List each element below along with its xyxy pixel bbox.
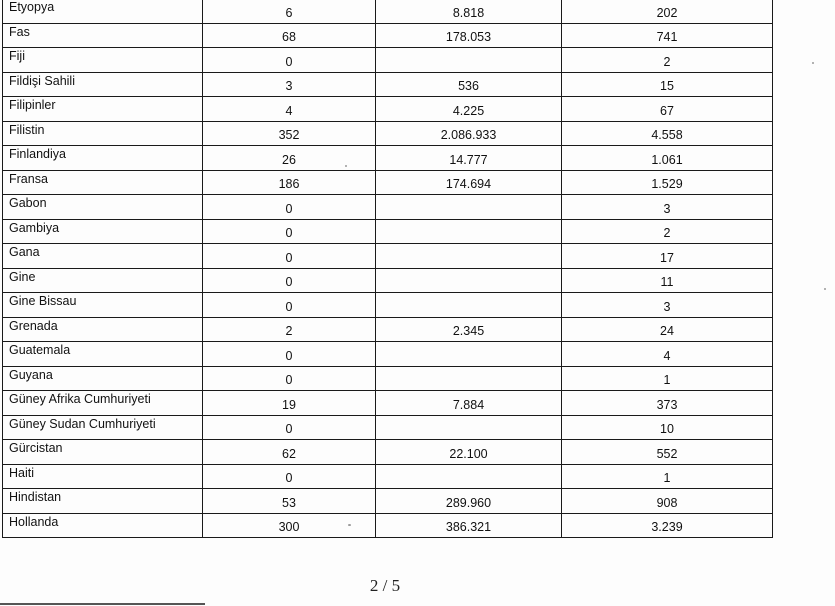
value-cell-3: 4.558	[562, 121, 773, 146]
value-cell-2: 386.321	[376, 513, 562, 538]
table-row	[3, 415, 773, 440]
country-cell: Fiji	[3, 48, 203, 73]
country-cell: Fransa	[3, 170, 203, 195]
value-cell-1: 4	[203, 97, 376, 122]
footer-divider	[0, 603, 205, 605]
value-cell-3: 373	[562, 391, 773, 416]
value-cell-2: 7.884	[376, 391, 562, 416]
value-cell-3: 202	[562, 0, 773, 23]
value-cell-3: 17	[562, 244, 773, 269]
value-cell-3: 1.529	[562, 170, 773, 195]
value-cell-2	[376, 268, 562, 293]
value-cell-2: 289.960	[376, 489, 562, 514]
value-cell-1: 0	[203, 342, 376, 367]
table-row	[3, 366, 773, 391]
country-cell: Güney Sudan Cumhuriyeti	[3, 415, 203, 440]
value-cell-3: 1	[562, 366, 773, 391]
country-cell: Filipinler	[3, 97, 203, 122]
country-cell: Gana	[3, 244, 203, 269]
value-cell-2: 14.777	[376, 146, 562, 171]
value-cell-1: 2	[203, 317, 376, 342]
country-cell: Güney Afrika Cumhuriyeti	[3, 391, 203, 416]
value-cell-2: 2.086.933	[376, 121, 562, 146]
table-row	[3, 23, 773, 48]
country-cell: Finlandiya	[3, 146, 203, 171]
country-cell: Filistin	[3, 121, 203, 146]
table-row	[3, 489, 773, 514]
scan-speck	[812, 62, 814, 64]
country-cell: Fas	[3, 23, 203, 48]
value-cell-2: 174.694	[376, 170, 562, 195]
value-cell-2: 2.345	[376, 317, 562, 342]
table-row	[3, 513, 773, 538]
country-cell: Grenada	[3, 317, 203, 342]
table-row	[3, 97, 773, 122]
value-cell-1: 26	[203, 146, 376, 171]
country-cell: Gürcistan	[3, 440, 203, 465]
value-cell-2	[376, 293, 562, 318]
country-cell: Hindistan	[3, 489, 203, 514]
table-row	[3, 244, 773, 269]
table-row	[3, 48, 773, 73]
country-cell: Hollanda	[3, 513, 203, 538]
value-cell-1: 53	[203, 489, 376, 514]
value-cell-3: 4	[562, 342, 773, 367]
value-cell-1: 3	[203, 72, 376, 97]
value-cell-3: 15	[562, 72, 773, 97]
table-row	[3, 146, 773, 171]
value-cell-2: 8.818	[376, 0, 562, 23]
value-cell-2	[376, 464, 562, 489]
value-cell-2: 22.100	[376, 440, 562, 465]
value-cell-1: 62	[203, 440, 376, 465]
country-cell: Guyana	[3, 366, 203, 391]
value-cell-3: 3.239	[562, 513, 773, 538]
table-row	[3, 317, 773, 342]
value-cell-3: 1	[562, 464, 773, 489]
country-cell: Guatemala	[3, 342, 203, 367]
value-cell-3: 3	[562, 293, 773, 318]
value-cell-2	[376, 244, 562, 269]
value-cell-1: 300	[203, 513, 376, 538]
value-cell-1: 0	[203, 48, 376, 73]
value-cell-3: 1.061	[562, 146, 773, 171]
value-cell-2: 178.053	[376, 23, 562, 48]
value-cell-1: 68	[203, 23, 376, 48]
table-row	[3, 464, 773, 489]
country-cell: Etyopya	[3, 0, 203, 23]
value-cell-1: 0	[203, 244, 376, 269]
country-cell: Gine Bissau	[3, 293, 203, 318]
value-cell-1: 6	[203, 0, 376, 23]
value-cell-2	[376, 366, 562, 391]
value-cell-1: 19	[203, 391, 376, 416]
country-cell: Gambiya	[3, 219, 203, 244]
scan-speck	[348, 524, 351, 526]
value-cell-2	[376, 195, 562, 220]
value-cell-3: 67	[562, 97, 773, 122]
table-row	[3, 121, 773, 146]
table-row	[3, 440, 773, 465]
country-cell: Gabon	[3, 195, 203, 220]
table-row	[3, 170, 773, 195]
value-cell-1: 352	[203, 121, 376, 146]
page-number: 2 / 5	[369, 576, 401, 595]
scan-speck	[345, 165, 347, 167]
value-cell-1: 0	[203, 268, 376, 293]
table-row	[3, 0, 773, 23]
value-cell-3: 741	[562, 23, 773, 48]
value-cell-3: 2	[562, 48, 773, 73]
value-cell-1: 0	[203, 415, 376, 440]
value-cell-1: 0	[203, 219, 376, 244]
country-statistics-table	[2, 0, 773, 538]
table-row	[3, 72, 773, 97]
table-row	[3, 268, 773, 293]
value-cell-2	[376, 415, 562, 440]
scan-speck	[824, 288, 826, 290]
table-row	[3, 195, 773, 220]
value-cell-3: 10	[562, 415, 773, 440]
value-cell-2: 4.225	[376, 97, 562, 122]
value-cell-1: 0	[203, 195, 376, 220]
table-row	[3, 293, 773, 318]
value-cell-3: 552	[562, 440, 773, 465]
value-cell-3: 11	[562, 268, 773, 293]
value-cell-2	[376, 48, 562, 73]
value-cell-3: 3	[562, 195, 773, 220]
table-row	[3, 391, 773, 416]
country-cell: Gine	[3, 268, 203, 293]
value-cell-1: 0	[203, 464, 376, 489]
value-cell-1: 0	[203, 293, 376, 318]
table-row	[3, 219, 773, 244]
value-cell-2: 536	[376, 72, 562, 97]
value-cell-2	[376, 219, 562, 244]
value-cell-3: 2	[562, 219, 773, 244]
value-cell-1: 0	[203, 366, 376, 391]
value-cell-3: 24	[562, 317, 773, 342]
value-cell-1: 186	[203, 170, 376, 195]
country-cell: Fildişi Sahili	[3, 72, 203, 97]
value-cell-3: 908	[562, 489, 773, 514]
country-cell: Haiti	[3, 464, 203, 489]
table-row	[3, 342, 773, 367]
value-cell-2	[376, 342, 562, 367]
